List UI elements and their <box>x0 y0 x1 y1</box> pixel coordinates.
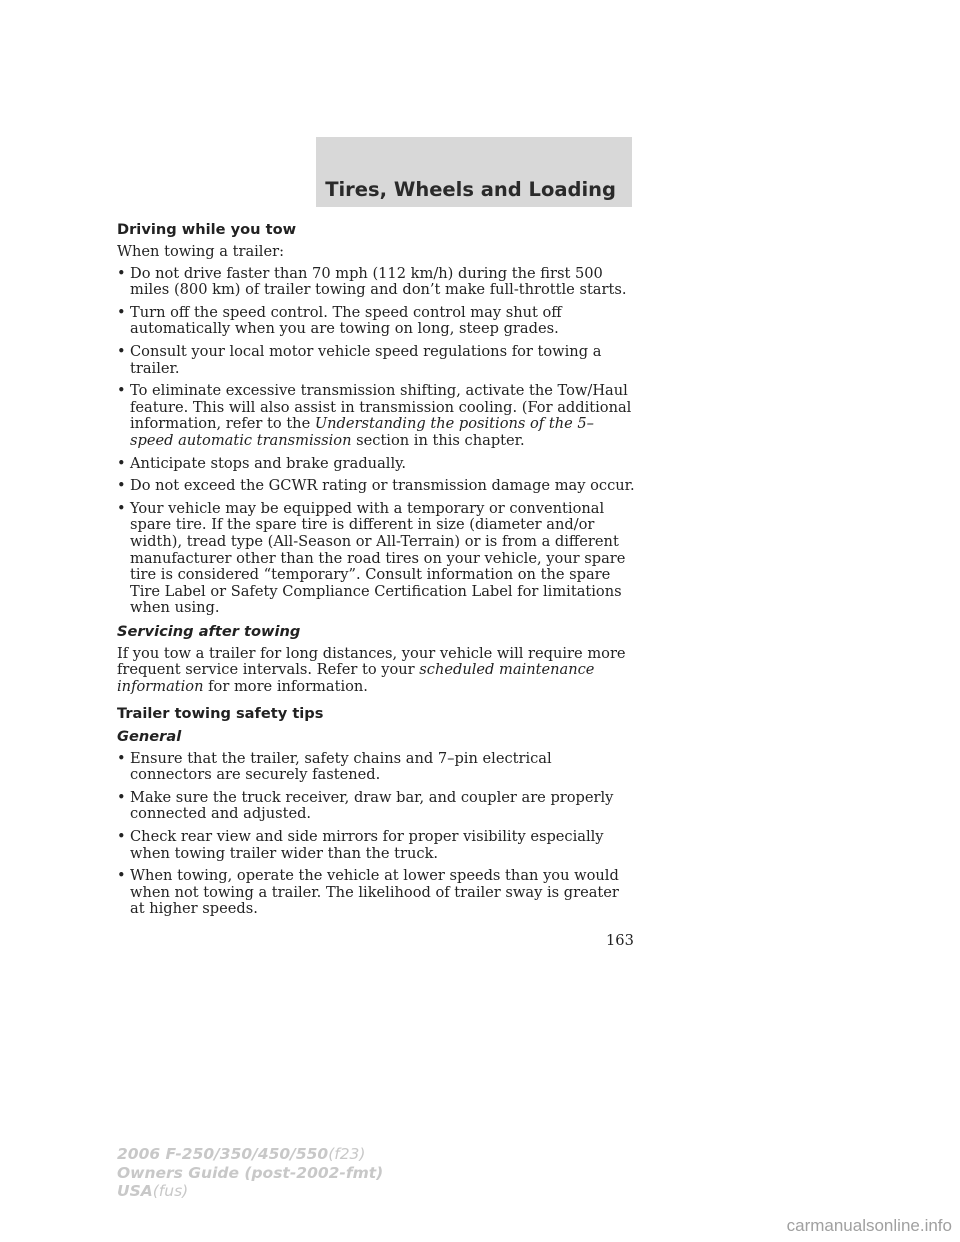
list-item: • Do not exceed the GCWR rating or transmission damage may occur. <box>117 477 635 495</box>
bullet-icon: • <box>117 749 126 767</box>
cross-reference: Understanding the positions of the 5–speed automatic transmission <box>130 415 594 449</box>
list-item: • Consult your local motor vehicle speed regulations for towing a trailer. <box>117 342 602 377</box>
list-item: • Turn off the speed control. The speed control may shut off automatically when you are towing on long, steep grades. <box>117 303 562 338</box>
list-item: • To eliminate excessive transmission shifting, activate the Tow/Haul feature. This will also assist in transmission cooling. (For additional information, refer to the Understanding the positions of the 5–speed automatic transmission section in this chapter. <box>117 382 632 449</box>
list-item: • Check rear view and side mirrors for proper visibility especially when towing trailer wider than the truck. <box>117 828 604 862</box>
list-item: • Make sure the truck receiver, draw bar, and coupler are properly connected and adjusted. <box>117 788 614 823</box>
list-item: • Your vehicle may be equipped with a temporary or conventional spare tire. If the spare tire is different in size (diameter and/or width), tread type (All-Season or All-Terrain) or is from a different manufacturer other than the road tires on your vehicle, your spare tire is considered “temporary”. Consult information on the spare Tire Label or Safety Compliance Certification Label for limitations when using. <box>117 499 626 617</box>
bullet-icon: • <box>117 303 126 321</box>
footer-region-line: USA(fus) <box>117 1182 189 1200</box>
bullet-icon: • <box>117 382 126 400</box>
bullet-icon: • <box>117 867 126 885</box>
bullet-icon: • <box>117 454 126 472</box>
document-footer <box>117 1145 383 1201</box>
list-item: • Anticipate stops and brake gradually. <box>117 454 407 472</box>
list-item: • Ensure that the trailer, safety chains and 7–pin electrical connectors are securely fastened. <box>117 749 552 784</box>
safety-bullet-list <box>117 751 637 918</box>
page-number: 163 <box>606 932 634 949</box>
list-item: • When towing, operate the vehicle at lower speeds than you would when not towing a trailer. The likelihood of trailer sway is greater at higher speeds. <box>117 867 619 918</box>
chapter-header-band <box>316 137 632 207</box>
bullet-icon: • <box>117 264 126 282</box>
section-heading-safety-tips: Trailer towing safety tips <box>117 704 324 722</box>
page-content <box>117 221 637 924</box>
bullet-icon: • <box>117 788 126 806</box>
watermark-link[interactable]: carmanualsonline.info <box>786 1216 952 1235</box>
list-item: • Do not drive faster than 70 mph (112 km/h) during the first 500 miles (800 km) of trailer towing and don’t make full-throttle starts. <box>117 264 627 299</box>
chapter-title: Tires, Wheels and Loading <box>325 178 616 201</box>
bullet-icon: • <box>117 499 126 517</box>
towing-bullet-list <box>117 266 637 617</box>
servicing-paragraph: If you tow a trailer for long distances, your vehicle will require more frequent service intervals. Refer to your scheduled maintenance information for more information. <box>117 644 626 696</box>
cross-reference: scheduled maintenance information <box>117 661 595 696</box>
section-heading-servicing-after-towing: Servicing after towing <box>117 622 301 640</box>
bullet-icon: • <box>117 342 126 360</box>
section-intro: When towing a trailer: <box>117 243 285 260</box>
subheading-general: General <box>117 727 182 745</box>
footer-guide-line: Owners Guide (post-2002-fmt) <box>117 1163 384 1182</box>
section-heading-driving-while-towing: Driving while you tow <box>117 221 297 238</box>
bullet-icon: • <box>117 477 126 495</box>
bullet-icon: • <box>117 828 126 846</box>
footer-model-line: 2006 F-250/350/450/550(f23) <box>117 1145 366 1163</box>
